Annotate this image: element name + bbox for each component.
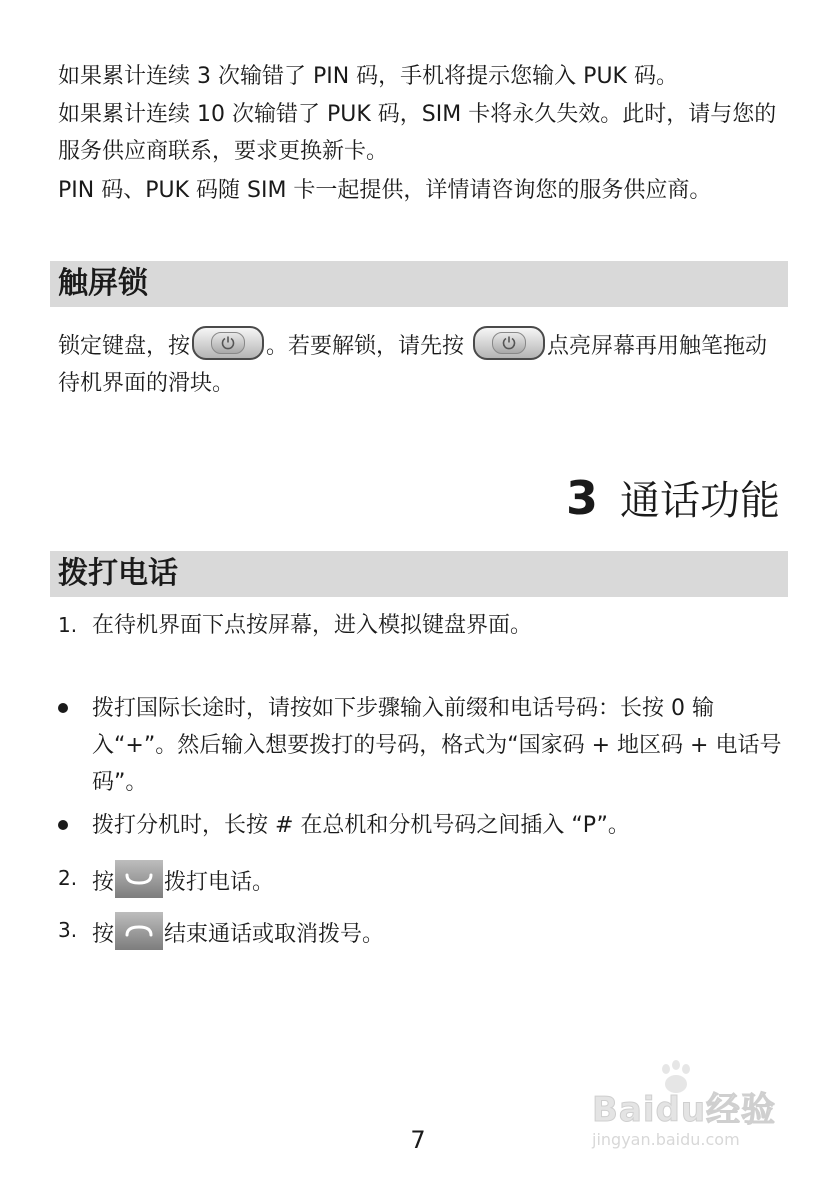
page-number: 7 (410, 1126, 426, 1154)
step-1 (58, 607, 782, 644)
bullet-dot (58, 820, 68, 830)
intro-paragraph-3: PIN 码、PUK 码随 SIM 卡一起提供，详情请咨询您的服务供应商。 (58, 178, 712, 203)
end-key-icon (115, 912, 163, 950)
chapter-name: 通话功能 (620, 478, 780, 524)
power-button-icon (192, 326, 264, 360)
step-1-number: 1. (58, 613, 78, 637)
watermark-url: jingyan.baidu.com (592, 1130, 740, 1149)
touch-lock-heading: 触屏锁 (58, 266, 148, 301)
step-2 (58, 860, 782, 901)
touch-lock-text-b: 。若要解锁，请先按 (266, 334, 472, 359)
touch-lock-paragraph (58, 326, 782, 402)
bullet-international (58, 690, 782, 801)
chapter-number: 3 (565, 471, 598, 525)
step-3 (58, 912, 782, 953)
intro-paragraph-1: 如果累计连续 3 次输错了 PIN 码，手机将提示您输入 PUK 码。 (58, 64, 678, 89)
watermark-brand: Baidu经验 (592, 1090, 777, 1130)
touch-lock-text-c: 点亮屏幕再用触笔拖动待机界面的滑块。 (58, 334, 768, 396)
bullet-extension-text: 拨打分机时，长按 # 在总机和分机号码之间插入 “P”。 (92, 813, 630, 838)
power-button-icon (473, 326, 545, 360)
chapter-title (566, 470, 780, 530)
step-3-text-a: 按 (92, 922, 115, 947)
bullet-extension (58, 807, 782, 844)
step-2-text-a: 按 (92, 870, 115, 895)
dial-heading: 拨打电话 (58, 556, 178, 591)
intro-paragraph-2: 如果累计连续 10 次输错了 PUK 码，SIM 卡将永久失效。此时，请与您的服务供应商联系，要求更换新卡。 (58, 102, 777, 164)
step-2-number: 2. (58, 866, 78, 890)
bullet-dot (58, 703, 68, 713)
step-3-text-b: 结束通话或取消拨号。 (164, 922, 385, 947)
step-3-number: 3. (58, 918, 78, 942)
step-1-text: 在待机界面下点按屏幕，进入模拟键盘界面。 (92, 613, 533, 638)
step-2-text-b: 拨打电话。 (164, 870, 275, 895)
touch-lock-heading-bar (50, 261, 788, 307)
touch-lock-text-a: 锁定键盘，按 (58, 334, 191, 359)
bullet-international-text: 拨打国际长途时，请按如下步骤输入前缀和电话号码：长按 0 输入“+”。然后输入想要拨打的号码，格式为“国家码 + 地区码 + 电话号码”。 (92, 696, 782, 795)
dial-heading-bar (50, 551, 788, 597)
call-key-icon (115, 860, 163, 898)
